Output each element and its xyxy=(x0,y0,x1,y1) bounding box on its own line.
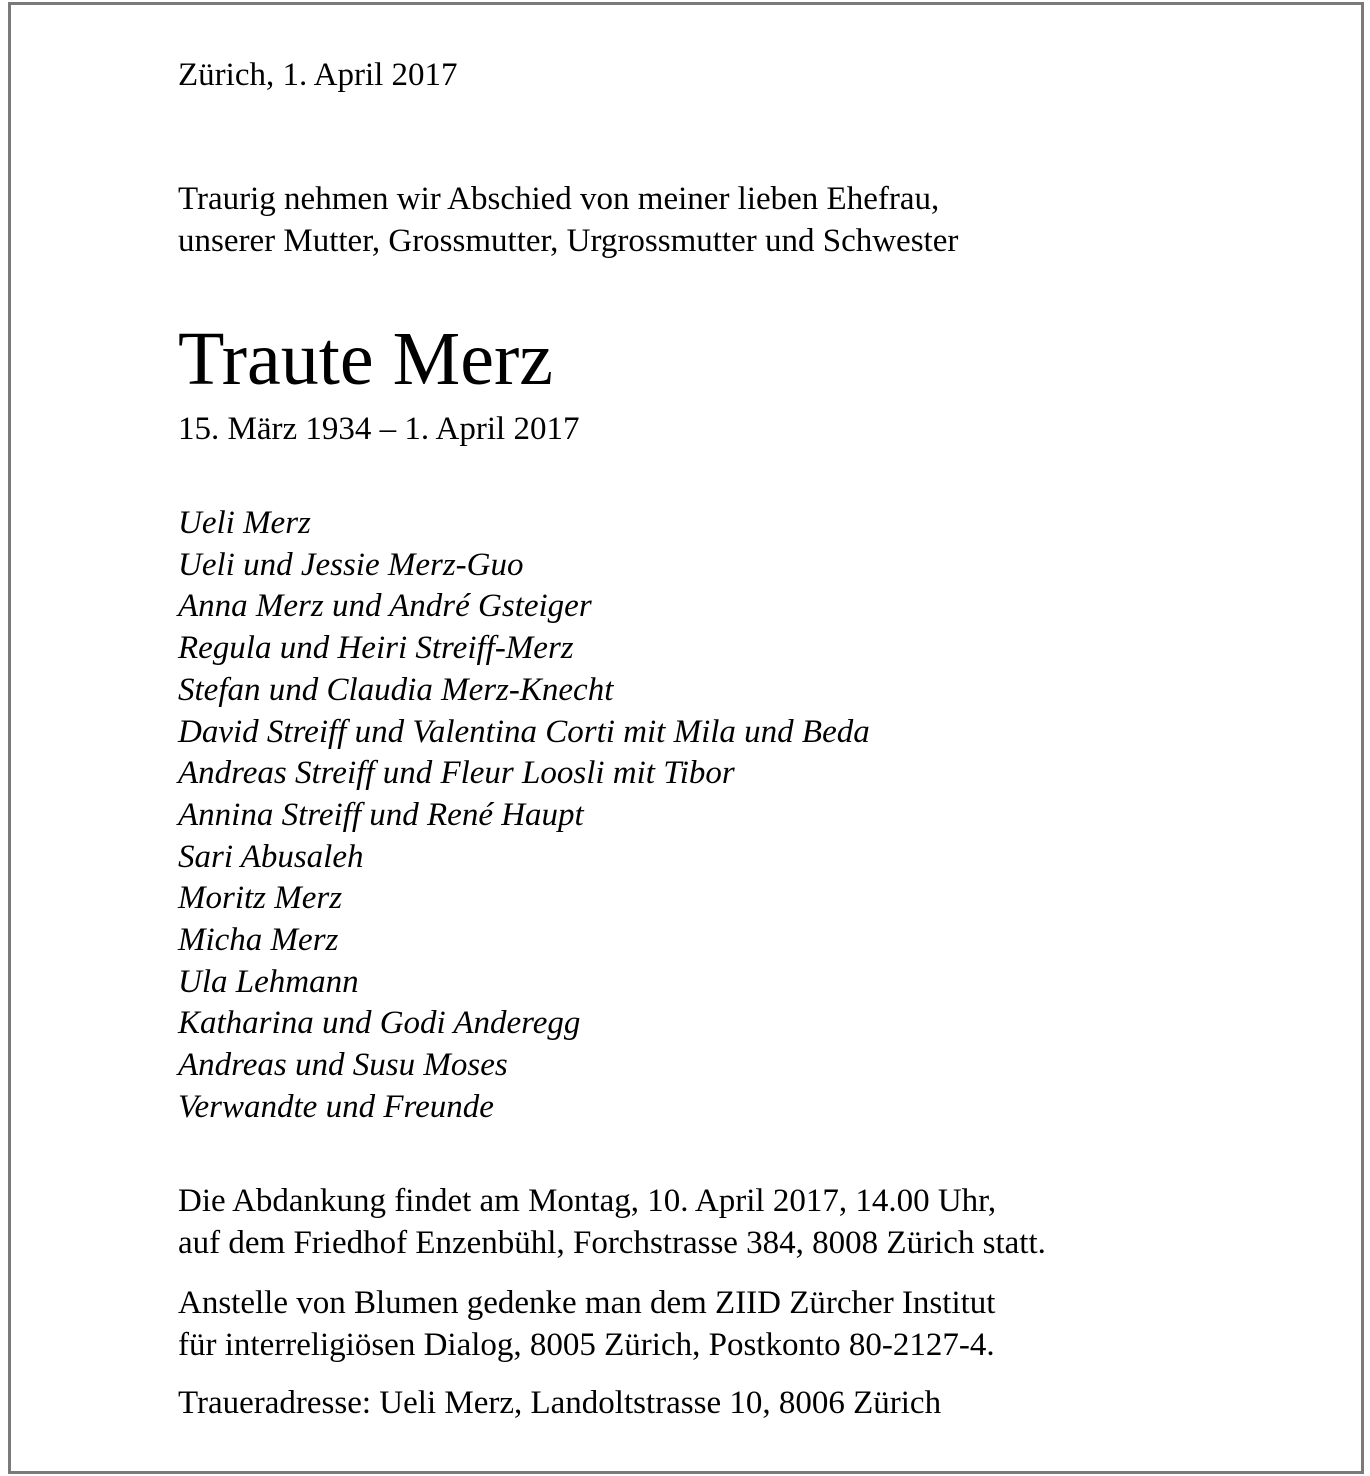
mourner-item: Katharina und Godi Anderegg xyxy=(178,1005,581,1042)
place-date: Zürich, 1. April 2017 xyxy=(178,57,458,93)
mourner-item: Stefan und Claudia Merz-Knecht xyxy=(178,671,614,708)
mourner-item: Annina Streiff und René Haupt xyxy=(178,796,584,833)
mourner-item: Ueli und Jessie Merz-Guo xyxy=(178,546,524,583)
service-line: Die Abdankung findet am Montag, 10. April 2017, 14.00 Uhr, xyxy=(178,1183,997,1219)
service-info xyxy=(178,1180,1046,1264)
mourner-item: Ueli Merz xyxy=(178,505,311,541)
mourner-item: Micha Merz xyxy=(178,922,339,959)
mourner-item: Regula und Heiri Streiff-Merz xyxy=(178,630,574,667)
intro-line: unserer Mutter, Grossmutter, Urgrossmutter und Schwester xyxy=(178,223,959,259)
intro-text xyxy=(178,178,958,262)
mourning-address: Traueradresse: Ueli Merz, Landoltstrasse 10, 8006 Zürich xyxy=(178,1385,942,1421)
mourner-item: Verwandte und Freunde xyxy=(178,1088,494,1125)
deceased-name: Traute Merz xyxy=(178,317,553,401)
mourner-item: Andreas Streiff und Fleur Loosli mit Tibor xyxy=(178,755,735,792)
intro-line: Traurig nehmen wir Abschied von meiner lieben Ehefrau, xyxy=(178,181,940,217)
mourner-item: Andreas und Susu Moses xyxy=(178,1047,508,1084)
mourner-item: David Streiff und Valentina Corti mit Mila und Beda xyxy=(178,713,870,750)
donation-info xyxy=(178,1282,995,1366)
mourners-list xyxy=(178,503,870,1129)
service-line: auf dem Friedhof Enzenbühl, Forchstrasse 384, 8008 Zürich statt. xyxy=(178,1225,1046,1261)
mourner-item: Ula Lehmann xyxy=(178,963,359,1000)
life-dates: 15. März 1934 – 1. April 2017 xyxy=(178,411,580,447)
mourner-item: Moritz Merz xyxy=(178,880,343,917)
mourner-item: Anna Merz und André Gsteiger xyxy=(178,588,592,625)
mourner-item: Sari Abusaleh xyxy=(178,838,364,875)
donation-line: Anstelle von Blumen gedenke man dem ZIID Zürcher Institut xyxy=(178,1285,996,1321)
donation-line: für interreligiösen Dialog, 8005 Zürich, Postkonto 80-2127-4. xyxy=(178,1327,995,1363)
